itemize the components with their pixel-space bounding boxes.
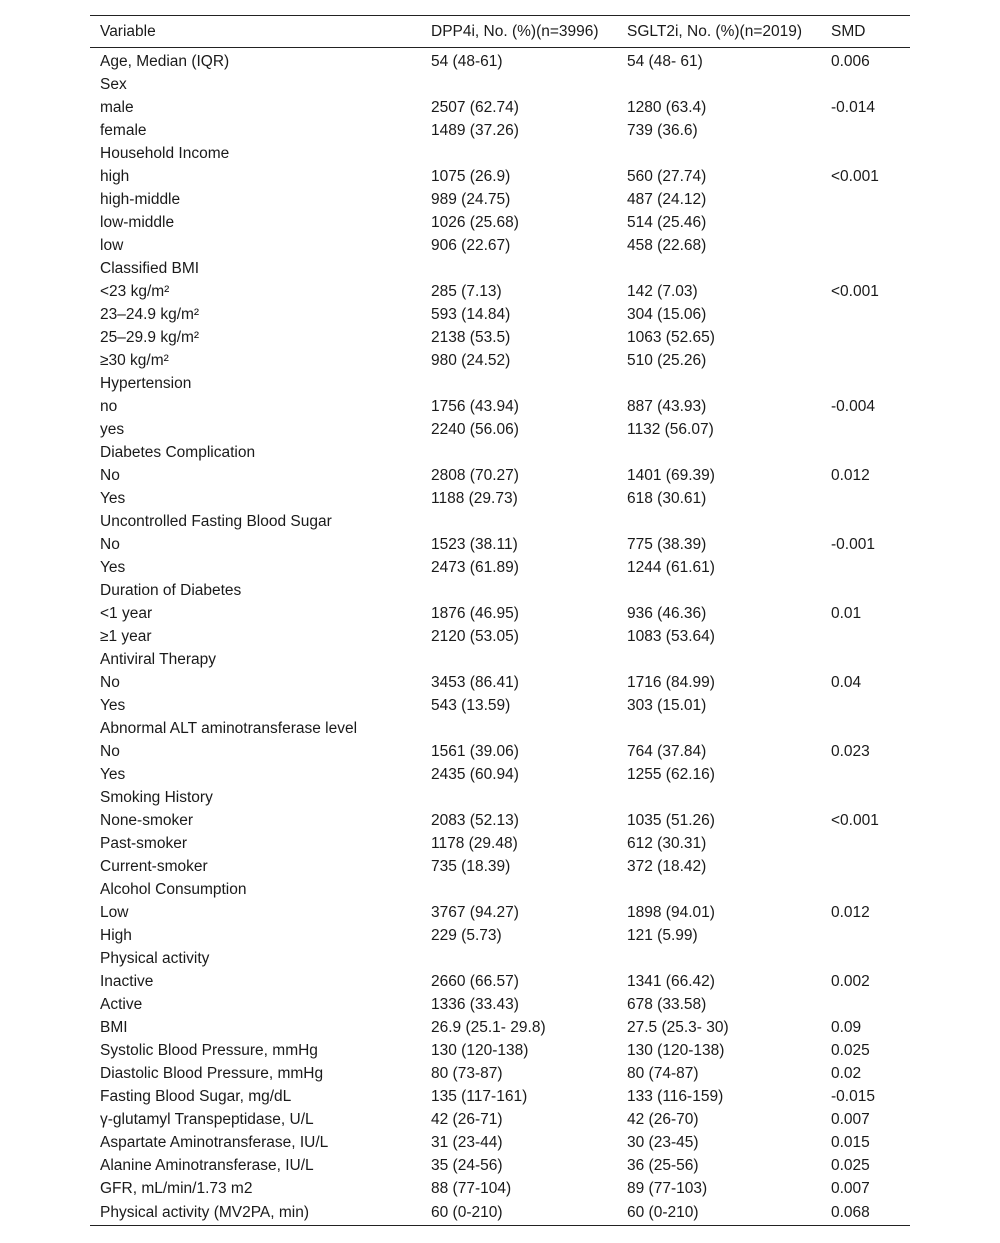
row-smd-value xyxy=(821,441,910,464)
row-label: No xyxy=(100,536,120,553)
header-row xyxy=(90,16,910,48)
table-row xyxy=(90,395,910,418)
row-dpp4i-value: 135 (117-161) xyxy=(431,1088,528,1105)
row-label: Age, Median (IQR) xyxy=(100,53,230,70)
table-row-section xyxy=(90,48,910,74)
row-sglt2i-value: 1401 (69.39) xyxy=(627,467,715,484)
row-dpp4i-value: 1489 (37.26) xyxy=(431,122,519,139)
row-label: γ-glutamyl Transpeptidase, U/L xyxy=(100,1111,314,1128)
row-label: Duration of Diabetes xyxy=(100,582,242,599)
row-smd-value xyxy=(821,188,910,211)
row-sglt2i-value: 678 (33.58) xyxy=(627,996,707,1013)
row-dpp4i-value xyxy=(421,717,617,740)
table-row xyxy=(90,993,910,1016)
row-dpp4i-value: 54 (48-61) xyxy=(431,53,503,70)
row-sglt2i-value xyxy=(617,510,821,533)
row-smd-value: 0.007 xyxy=(831,1180,870,1197)
row-label: Diabetes Complication xyxy=(100,444,256,461)
row-sglt2i-value: 487 (24.12) xyxy=(627,191,707,208)
row-dpp4i-value: 80 (73-87) xyxy=(431,1065,503,1082)
row-sglt2i-value: 1132 (56.07) xyxy=(627,421,714,438)
row-label: Classified BMI xyxy=(100,260,200,277)
row-smd-value: 0.01 xyxy=(831,605,862,622)
row-sglt2i-value xyxy=(617,73,821,96)
row-sglt2i-value: 142 (7.03) xyxy=(627,283,698,300)
row-dpp4i-value xyxy=(421,73,617,96)
row-sglt2i-value xyxy=(617,142,821,165)
table-row xyxy=(90,671,910,694)
row-label: yes xyxy=(100,421,125,438)
row-dpp4i-value: 2660 (66.57) xyxy=(431,973,519,990)
table-row-section xyxy=(90,1177,910,1200)
row-sglt2i-value: 1244 (61.61) xyxy=(627,559,715,576)
row-sglt2i-value: 133 (116-159) xyxy=(627,1088,724,1105)
table-row xyxy=(90,740,910,763)
row-smd-value xyxy=(821,372,910,395)
row-sglt2i-value xyxy=(617,648,821,671)
row-smd-value: -0.015 xyxy=(831,1088,875,1105)
table-row xyxy=(90,533,910,556)
table-row-section xyxy=(90,1016,910,1039)
row-dpp4i-value: 31 (23-44) xyxy=(431,1134,503,1151)
table-row xyxy=(90,165,910,188)
row-label: No xyxy=(100,743,120,760)
row-smd-value xyxy=(821,579,910,602)
row-label: low xyxy=(100,237,124,254)
table-row xyxy=(90,855,910,878)
row-dpp4i-value: 593 (14.84) xyxy=(431,306,511,323)
row-dpp4i-value: 1756 (43.94) xyxy=(431,398,519,415)
table-row xyxy=(90,234,910,257)
row-sglt2i-value: 130 (120-138) xyxy=(627,1042,725,1059)
header-smd: SMD xyxy=(831,23,866,40)
row-sglt2i-value: 1341 (66.42) xyxy=(627,973,715,990)
table-row xyxy=(90,556,910,579)
row-sglt2i-value: 304 (15.06) xyxy=(627,306,707,323)
row-label: Yes xyxy=(100,559,126,576)
table-row-section xyxy=(90,372,910,395)
table-row-section xyxy=(90,1062,910,1085)
row-smd-value xyxy=(821,625,910,648)
row-dpp4i-value: 989 (24.75) xyxy=(431,191,511,208)
row-sglt2i-value: 764 (37.84) xyxy=(627,743,707,760)
table-row xyxy=(90,188,910,211)
row-label: Abnormal ALT aminotransferase level xyxy=(100,720,358,737)
row-smd-value xyxy=(821,119,910,142)
row-label: GFR, mL/min/1.73 m2 xyxy=(100,1180,253,1197)
row-smd-value xyxy=(821,648,910,671)
row-sglt2i-value: 42 (26-70) xyxy=(627,1111,699,1128)
row-sglt2i-value: 887 (43.93) xyxy=(627,398,707,415)
table-row xyxy=(90,96,910,119)
row-smd-value xyxy=(821,763,910,786)
row-dpp4i-value xyxy=(421,510,617,533)
row-dpp4i-value: 906 (22.67) xyxy=(431,237,511,254)
row-sglt2i-value xyxy=(617,947,821,970)
row-smd-value xyxy=(821,855,910,878)
row-label: None-smoker xyxy=(100,812,194,829)
row-label: Alcohol Consumption xyxy=(100,881,247,898)
baseline-characteristics-table xyxy=(90,15,910,1226)
row-smd-value xyxy=(821,349,910,372)
row-dpp4i-value: 543 (13.59) xyxy=(431,697,511,714)
table-row-section xyxy=(90,1200,910,1226)
row-sglt2i-value: 739 (36.6) xyxy=(627,122,698,139)
row-dpp4i-value xyxy=(421,648,617,671)
table-row xyxy=(90,832,910,855)
table-row-section xyxy=(90,579,910,602)
row-sglt2i-value: 1035 (51.26) xyxy=(627,812,715,829)
table-row-section xyxy=(90,1154,910,1177)
row-dpp4i-value: 1561 (39.06) xyxy=(431,743,519,760)
row-dpp4i-value: 2808 (70.27) xyxy=(431,467,519,484)
row-sglt2i-value: 30 (23-45) xyxy=(627,1134,699,1151)
row-label: no xyxy=(100,398,118,415)
row-sglt2i-value: 1716 (84.99) xyxy=(627,674,715,691)
table-row-section xyxy=(90,1131,910,1154)
table-row xyxy=(90,924,910,947)
row-dpp4i-value: 60 (0-210) xyxy=(431,1204,503,1221)
row-dpp4i-value: 3453 (86.41) xyxy=(431,674,519,691)
row-label: high xyxy=(100,168,130,185)
row-dpp4i-value: 1026 (25.68) xyxy=(431,214,519,231)
row-sglt2i-value: 1083 (53.64) xyxy=(627,628,715,645)
header-sglt2i: SGLT2i, No. (%)(n=2019) xyxy=(627,23,803,40)
row-smd-value: <0.001 xyxy=(831,812,879,829)
row-label: 25–29.9 kg/m² xyxy=(100,329,200,346)
row-sglt2i-value: 510 (25.26) xyxy=(627,352,707,369)
row-label: Active xyxy=(100,996,143,1013)
row-smd-value: -0.014 xyxy=(831,99,875,116)
table-row-section xyxy=(90,1085,910,1108)
row-label: Sex xyxy=(100,76,127,93)
row-smd-value xyxy=(821,556,910,579)
row-sglt2i-value: 560 (27.74) xyxy=(627,168,707,185)
row-dpp4i-value: 735 (18.39) xyxy=(431,858,511,875)
row-label: Yes xyxy=(100,490,126,507)
table-row xyxy=(90,602,910,625)
row-dpp4i-value: 2138 (53.5) xyxy=(431,329,511,346)
row-sglt2i-value xyxy=(617,786,821,809)
header-variable: Variable xyxy=(100,23,156,40)
row-label: low-middle xyxy=(100,214,175,231)
table-row-section xyxy=(90,510,910,533)
row-label: Alanine Aminotransferase, IU/L xyxy=(100,1157,314,1174)
row-sglt2i-value: 372 (18.42) xyxy=(627,858,707,875)
row-smd-value xyxy=(821,993,910,1016)
row-smd-value: 0.023 xyxy=(831,743,870,760)
row-sglt2i-value: 80 (74-87) xyxy=(627,1065,699,1082)
row-label: ≥30 kg/m² xyxy=(100,352,169,369)
table-row xyxy=(90,694,910,717)
row-label: Uncontrolled Fasting Blood Sugar xyxy=(100,513,332,530)
row-smd-value xyxy=(821,234,910,257)
row-smd-value xyxy=(821,786,910,809)
table-row-section xyxy=(90,717,910,740)
table-row xyxy=(90,464,910,487)
table-row xyxy=(90,280,910,303)
table-row-section xyxy=(90,1039,910,1062)
row-smd-value xyxy=(821,142,910,165)
row-sglt2i-value: 1255 (62.16) xyxy=(627,766,715,783)
row-smd-value: 0.09 xyxy=(831,1019,862,1036)
table-row xyxy=(90,970,910,993)
row-dpp4i-value: 2240 (56.06) xyxy=(431,421,519,438)
row-dpp4i-value: 2435 (60.94) xyxy=(431,766,519,783)
row-label: Inactive xyxy=(100,973,154,990)
table-row-section xyxy=(90,257,910,280)
row-sglt2i-value: 121 (5.99) xyxy=(627,927,698,944)
row-smd-value xyxy=(821,326,910,349)
row-dpp4i-value: 1075 (26.9) xyxy=(431,168,511,185)
row-label: 23–24.9 kg/m² xyxy=(100,306,200,323)
row-smd-value: 0.025 xyxy=(831,1157,870,1174)
table-row xyxy=(90,326,910,349)
row-label: BMI xyxy=(100,1019,128,1036)
table-row-section xyxy=(90,947,910,970)
row-label: Aspartate Aminotransferase, IU/L xyxy=(100,1134,329,1151)
row-label: high-middle xyxy=(100,191,181,208)
header-dpp4i: DPP4i, No. (%)(n=3996) xyxy=(431,23,599,40)
row-smd-value: 0.015 xyxy=(831,1134,870,1151)
table-row xyxy=(90,487,910,510)
row-smd-value xyxy=(821,510,910,533)
row-dpp4i-value: 26.9 (25.1- 29.8) xyxy=(431,1019,546,1036)
row-dpp4i-value: 1876 (46.95) xyxy=(431,605,519,622)
row-label: Yes xyxy=(100,766,126,783)
row-label: Systolic Blood Pressure, mmHg xyxy=(100,1042,318,1059)
row-label: Hypertension xyxy=(100,375,192,392)
row-dpp4i-value xyxy=(421,257,617,280)
row-smd-value: <0.001 xyxy=(831,168,879,185)
row-sglt2i-value: 618 (30.61) xyxy=(627,490,707,507)
row-smd-value xyxy=(821,878,910,901)
row-sglt2i-value: 458 (22.68) xyxy=(627,237,707,254)
row-smd-value xyxy=(821,73,910,96)
table-row-section xyxy=(90,786,910,809)
row-dpp4i-value xyxy=(421,142,617,165)
table-row xyxy=(90,809,910,832)
row-smd-value xyxy=(821,303,910,326)
row-smd-value xyxy=(821,924,910,947)
table-row xyxy=(90,119,910,142)
row-smd-value: 0.007 xyxy=(831,1111,870,1128)
row-label: female xyxy=(100,122,147,139)
row-smd-value xyxy=(821,257,910,280)
row-sglt2i-value: 612 (30.31) xyxy=(627,835,707,852)
row-label: Physical activity (MV2PA, min) xyxy=(100,1204,310,1221)
row-sglt2i-value: 1280 (63.4) xyxy=(627,99,707,116)
row-dpp4i-value xyxy=(421,878,617,901)
row-smd-value xyxy=(821,418,910,441)
row-label: Low xyxy=(100,904,129,921)
table-row-section xyxy=(90,648,910,671)
row-dpp4i-value: 1336 (33.43) xyxy=(431,996,519,1013)
row-label: <23 kg/m² xyxy=(100,283,170,300)
table-row xyxy=(90,349,910,372)
row-label: ≥1 year xyxy=(100,628,152,645)
row-sglt2i-value: 1898 (94.01) xyxy=(627,904,715,921)
table-row-section xyxy=(90,878,910,901)
row-label: Diastolic Blood Pressure, mmHg xyxy=(100,1065,324,1082)
row-smd-value xyxy=(821,211,910,234)
row-sglt2i-value xyxy=(617,717,821,740)
row-dpp4i-value: 2507 (62.74) xyxy=(431,99,519,116)
row-smd-value: 0.012 xyxy=(831,467,870,484)
table-row xyxy=(90,625,910,648)
row-dpp4i-value xyxy=(421,372,617,395)
row-dpp4i-value: 1523 (38.11) xyxy=(431,536,518,553)
table-row xyxy=(90,211,910,234)
row-sglt2i-value xyxy=(617,257,821,280)
row-dpp4i-value: 35 (24-56) xyxy=(431,1157,503,1174)
row-dpp4i-value: 2083 (52.13) xyxy=(431,812,519,829)
row-sglt2i-value xyxy=(617,878,821,901)
table-row-section xyxy=(90,142,910,165)
row-label: High xyxy=(100,927,132,944)
row-sglt2i-value xyxy=(617,579,821,602)
row-dpp4i-value: 980 (24.52) xyxy=(431,352,511,369)
row-label: Household Income xyxy=(100,145,230,162)
row-sglt2i-value xyxy=(617,372,821,395)
row-dpp4i-value: 2120 (53.05) xyxy=(431,628,519,645)
row-dpp4i-value: 2473 (61.89) xyxy=(431,559,519,576)
row-smd-value xyxy=(821,717,910,740)
row-sglt2i-value: 89 (77-103) xyxy=(627,1180,708,1197)
table-row xyxy=(90,303,910,326)
table-row xyxy=(90,901,910,924)
row-smd-value: 0.025 xyxy=(831,1042,870,1059)
row-smd-value: <0.001 xyxy=(831,283,879,300)
row-smd-value: 0.012 xyxy=(831,904,870,921)
table-row xyxy=(90,763,910,786)
row-sglt2i-value: 54 (48- 61) xyxy=(627,53,703,70)
row-dpp4i-value: 285 (7.13) xyxy=(431,283,502,300)
row-dpp4i-value: 1178 (29.48) xyxy=(431,835,518,852)
row-sglt2i-value: 36 (25-56) xyxy=(627,1157,699,1174)
row-label: Past-smoker xyxy=(100,835,187,852)
row-smd-value: 0.02 xyxy=(831,1065,862,1082)
row-smd-value xyxy=(821,487,910,510)
row-label: Smoking History xyxy=(100,789,213,806)
table-row-section xyxy=(90,1108,910,1131)
row-dpp4i-value xyxy=(421,786,617,809)
row-dpp4i-value xyxy=(421,947,617,970)
row-smd-value xyxy=(821,832,910,855)
row-smd-value: 0.002 xyxy=(831,973,870,990)
row-label: No xyxy=(100,674,120,691)
row-dpp4i-value: 42 (26-71) xyxy=(431,1111,503,1128)
row-label: Physical activity xyxy=(100,950,210,967)
row-smd-value: -0.004 xyxy=(831,398,875,415)
row-label: <1 year xyxy=(100,605,153,622)
table-body xyxy=(90,48,910,1226)
row-sglt2i-value: 27.5 (25.3- 30) xyxy=(627,1019,729,1036)
row-sglt2i-value: 936 (46.36) xyxy=(627,605,707,622)
table-row-section xyxy=(90,441,910,464)
row-dpp4i-value: 88 (77-104) xyxy=(431,1180,512,1197)
row-label: Yes xyxy=(100,697,126,714)
row-label: Fasting Blood Sugar, mg/dL xyxy=(100,1088,292,1105)
row-sglt2i-value: 303 (15.01) xyxy=(627,697,707,714)
row-label: Antiviral Therapy xyxy=(100,651,217,668)
row-sglt2i-value: 1063 (52.65) xyxy=(627,329,715,346)
row-dpp4i-value xyxy=(421,441,617,464)
table-row xyxy=(90,418,910,441)
row-dpp4i-value: 1188 (29.73) xyxy=(431,490,518,507)
row-smd-value: 0.006 xyxy=(831,53,870,70)
row-label: male xyxy=(100,99,134,116)
row-smd-value xyxy=(821,694,910,717)
table-row-section xyxy=(90,73,910,96)
row-smd-value xyxy=(821,947,910,970)
row-label: No xyxy=(100,467,120,484)
row-dpp4i-value: 3767 (94.27) xyxy=(431,904,519,921)
row-sglt2i-value xyxy=(617,441,821,464)
row-dpp4i-value: 229 (5.73) xyxy=(431,927,502,944)
row-smd-value: 0.068 xyxy=(831,1204,870,1221)
row-sglt2i-value: 60 (0-210) xyxy=(627,1204,699,1221)
row-sglt2i-value: 775 (38.39) xyxy=(627,536,707,553)
row-label: Current-smoker xyxy=(100,858,208,875)
row-smd-value: 0.04 xyxy=(831,674,862,691)
row-sglt2i-value: 514 (25.46) xyxy=(627,214,707,231)
row-smd-value: -0.001 xyxy=(831,536,875,553)
row-dpp4i-value xyxy=(421,579,617,602)
row-dpp4i-value: 130 (120-138) xyxy=(431,1042,529,1059)
